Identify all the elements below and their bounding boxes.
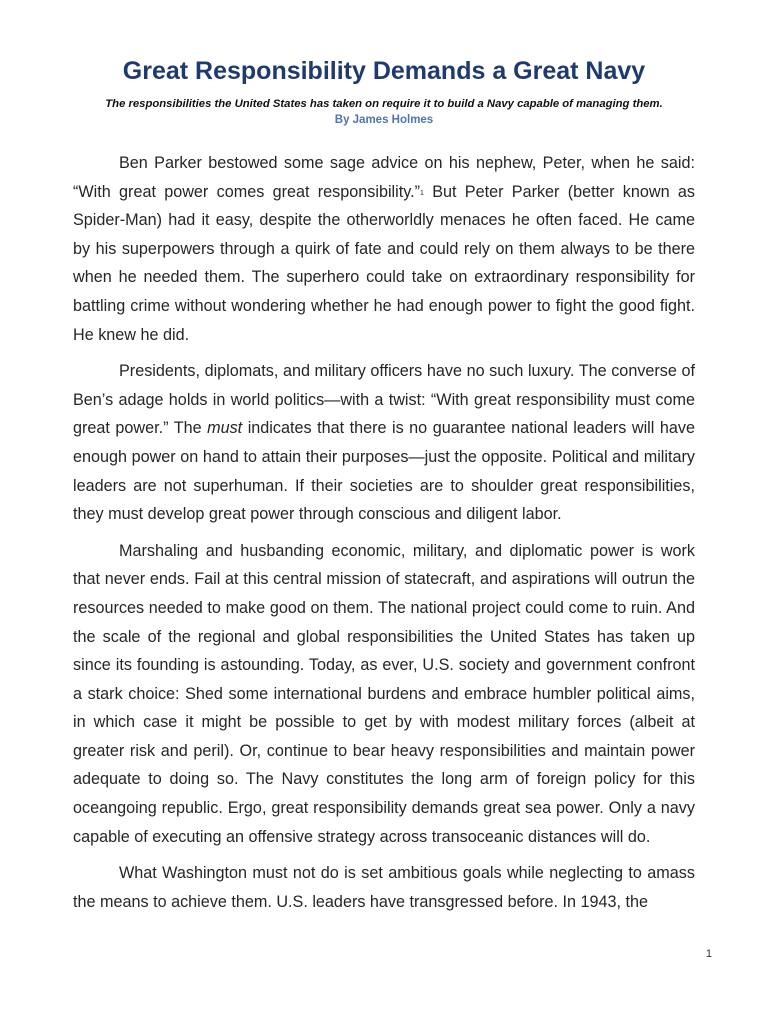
article-byline: By James Holmes [334,114,434,126]
paragraph-2-text-a: Presidents, diplomats, and military officers have no such luxury. The converse of Ben’s adage holds in world politics—with a twist: “With great responsibility must come great power.” The [73,362,695,438]
article-body [73,149,695,916]
article-title: Great Responsibility Demands a Great Navy [122,57,646,85]
paragraph-1 [73,149,695,349]
paragraph-2 [73,357,695,529]
paragraph-1-text-b: But Peter Parker (better known as Spider-Man) had it easy, despite the otherworldly menaces he often faced. He came by his superpowers through a quirk of fate and could rely on them always to be there when he needed them. The superhero could take on extraordinary responsibility for battling crime without wondering whether he had enough power to fight the good fight. He knew he did. [73,182,695,344]
paragraph-2-emphasis: must [207,419,243,438]
paragraph-2-text-b: indicates that there is no guarantee national leaders will have enough power on hand to attain their purposes—just the opposite. Political and military leaders are not superhuman. If their societies are to shoulder great responsibilities, they must develop great power through conscious and diligent labor. [73,419,695,524]
article-subtitle: The responsibilities the United States has taken on require it to build a Navy capable of managing them. [105,98,663,110]
page-number: 1 [705,948,712,960]
paragraph-3: Marshaling and husbanding economic, military, and diplomatic power is work that never ends. Fail at this central mission of statecraft, and aspirations will outrun the resources needed to make good on them. The national project could come to ruin. And the scale of the regional and global responsibilities the United States has taken up since its founding is astounding. Today, as ever, U.S. society and government confront a stark choice: Shed some international burdens and embrace humbler political aims, in which case it might be possible to get by with modest military forces (albeit at greater risk and peril). Or, continue to bear heavy responsibilities and maintain power adequate to doing so. The Navy constitutes the long arm of foreign policy for this oceangoing republic. Ergo, great responsibility demands great sea power. Only a navy capable of executing an offensive strategy across transoceanic distances will do. [73,541,695,846]
paragraph-1-text-a: Ben Parker bestowed some sage advice on his nephew, Peter, when he said: “With great power comes great responsibility.” [73,154,695,201]
paragraph-4: What Washington must not do is set ambitious goals while neglecting to amass the means to achieve them. U.S. leaders have transgressed before. In 1943, the [73,864,695,911]
footnote-marker[interactable]: 1 [420,189,424,197]
